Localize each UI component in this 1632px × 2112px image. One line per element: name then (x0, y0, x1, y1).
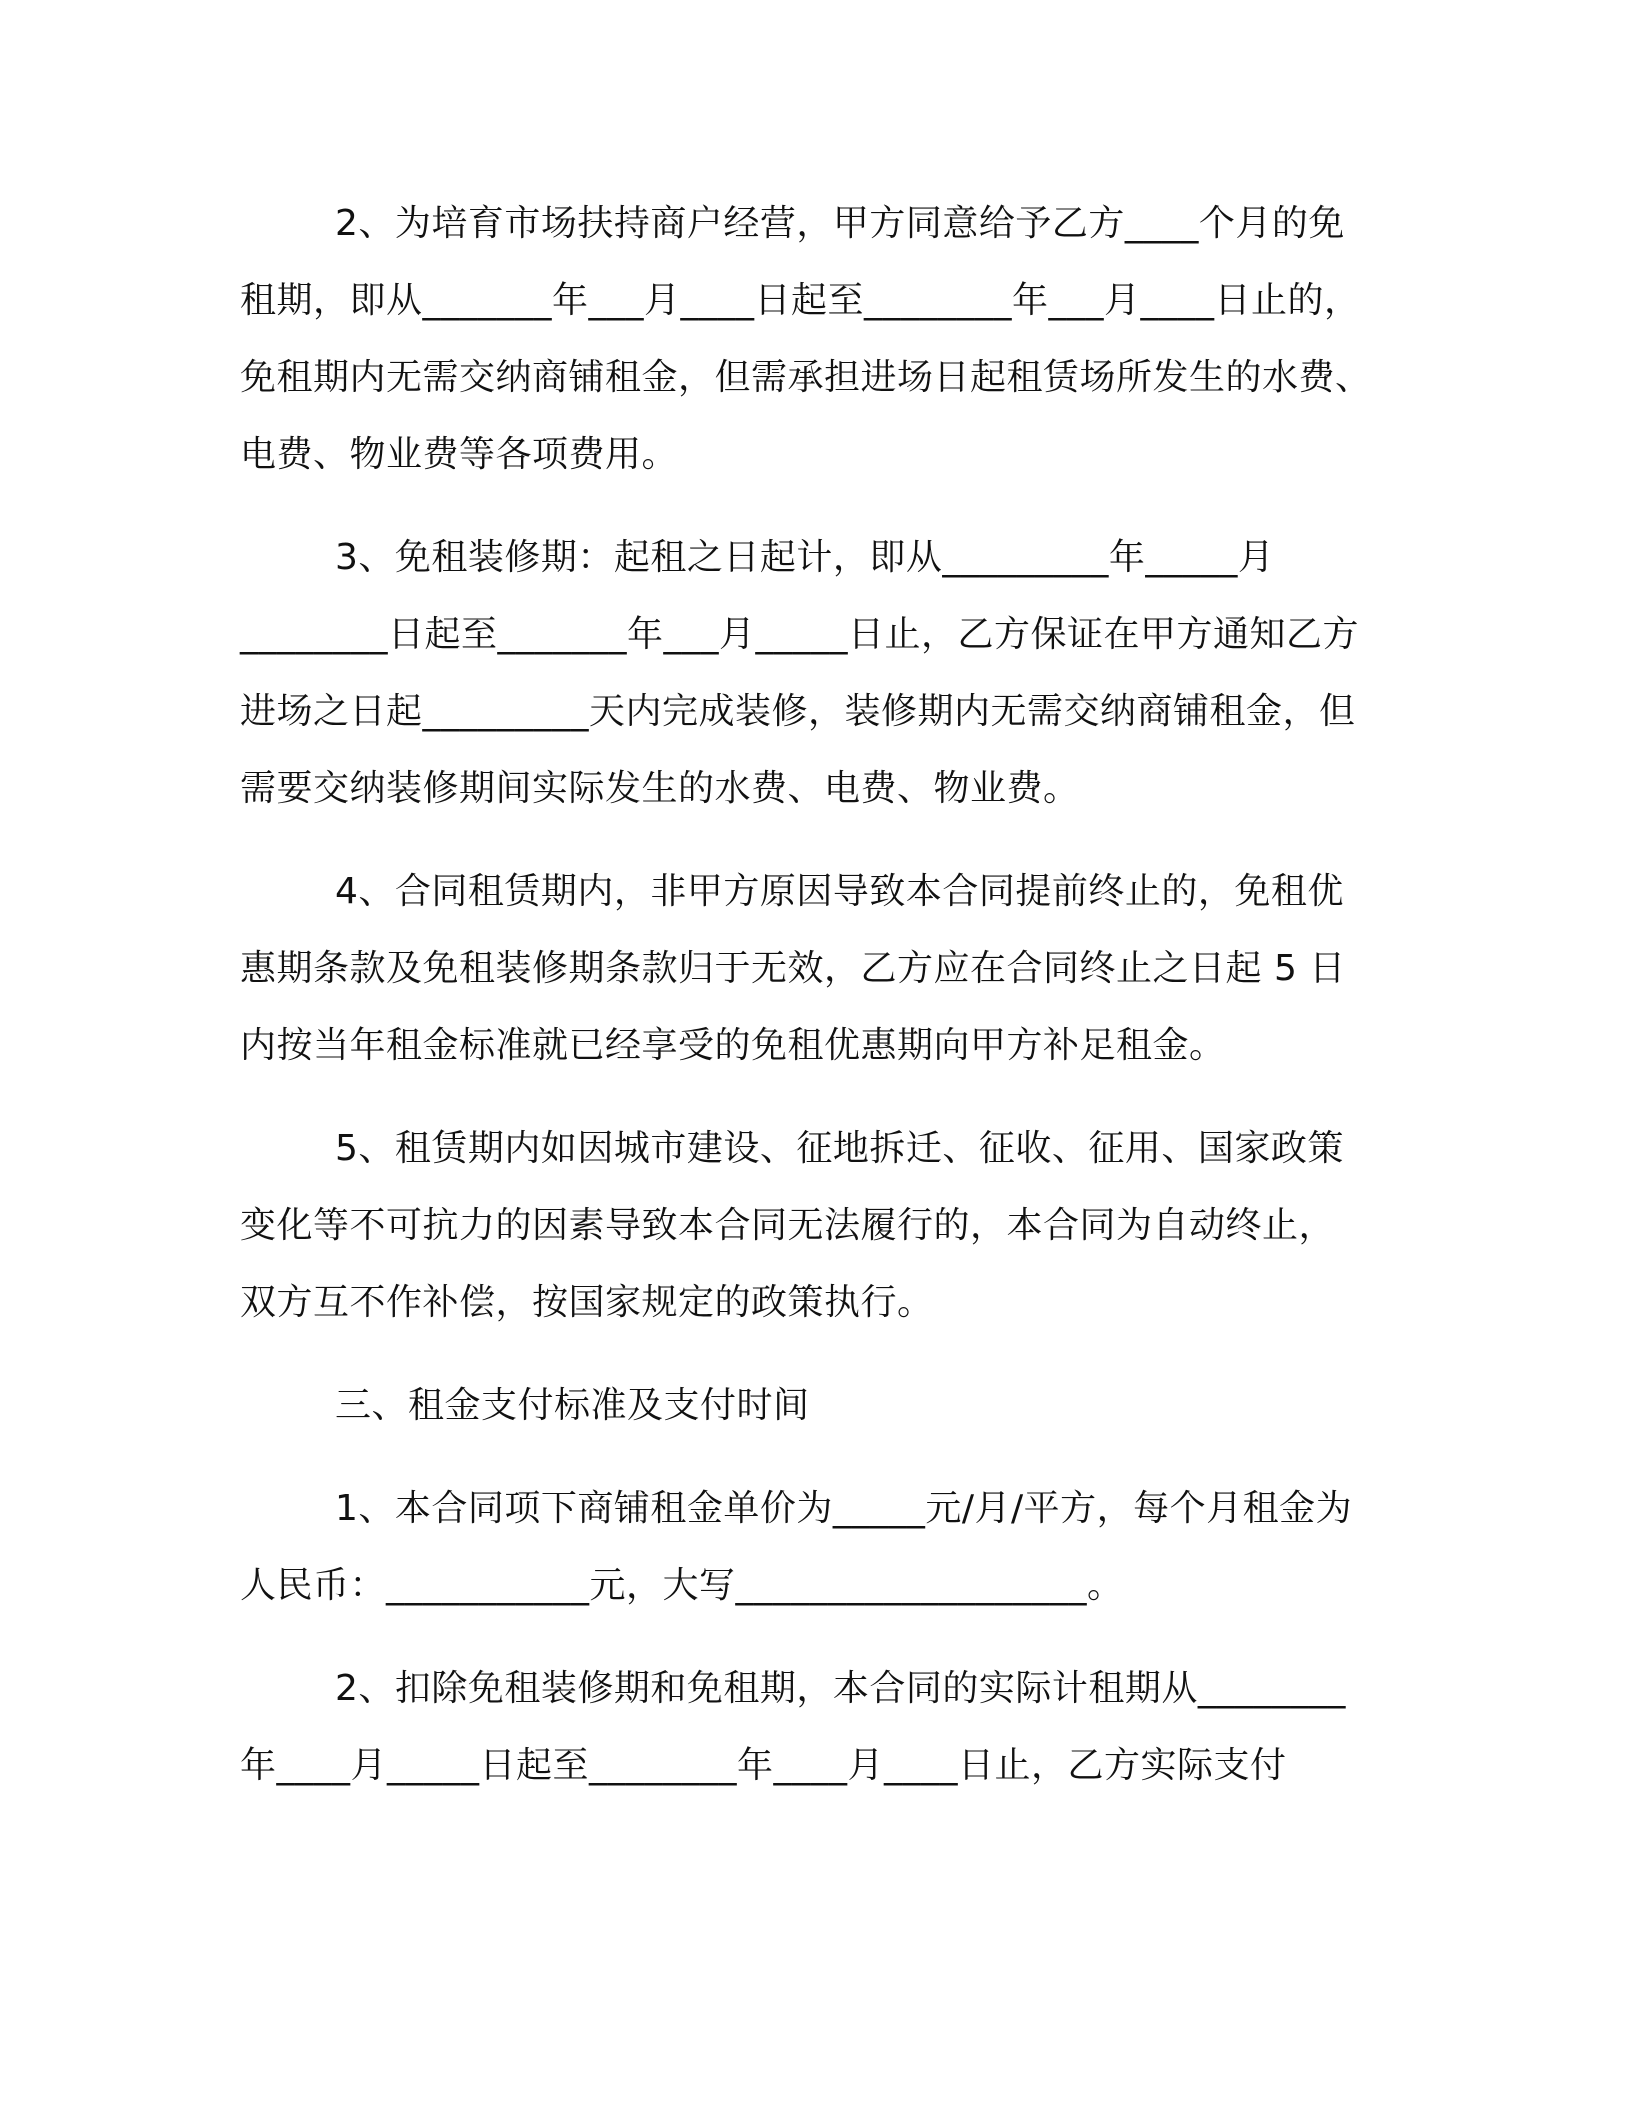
text-line: 免租期内无需交纳商铺租金，但需承担进场日起租赁场所发生的水费、 (240, 357, 1372, 398)
section-3-heading: 三、租金支付标准及支付时间 (335, 1385, 810, 1426)
text-line: 进场之日起_________天内完成装修，装修期内无需交纳商铺租金，但 (240, 691, 1356, 732)
text-line: 2、扣除免租装修期和免租期，本合同的实际计租期从________ (335, 1668, 1346, 1709)
text-line: 5、租赁期内如因城市建设、征地拆迁、征收、征用、国家政策 (335, 1128, 1344, 1169)
clause-3-paragraph (240, 519, 1400, 827)
document-body (240, 185, 1400, 1830)
clause-5-paragraph (240, 1110, 1400, 1341)
rent-period-paragraph (240, 1650, 1400, 1804)
text-line: 电费、物业费等各项费用。 (240, 434, 679, 475)
text-line: 需要交纳装修期间实际发生的水费、电费、物业费。 (240, 768, 1080, 809)
clause-2-paragraph (240, 185, 1400, 493)
text-line: 双方互不作补偿，按国家规定的政策执行。 (240, 1282, 934, 1323)
text-line: 租期，即从_______年___月____日起至________年___月____日止的， (240, 280, 1361, 321)
rent-price-paragraph (240, 1470, 1400, 1624)
text-line: 2、为培育市场扶持商户经营，甲方同意给予乙方____个月的免 (335, 203, 1345, 244)
text-line: 内按当年租金标准就已经享受的免租优惠期向甲方补足租金。 (240, 1025, 1226, 1066)
text-line: 惠期条款及免租装修期条款归于无效，乙方应在合同终止之日起 5 日 (240, 948, 1346, 989)
text-line: 变化等不可抗力的因素导致本合同无法履行的，本合同为自动终止， (240, 1205, 1336, 1246)
text-line: 4、合同租赁期内，非甲方原因导致本合同提前终止的，免租优 (335, 871, 1344, 912)
text-line: 年____月_____日起至________年____月____日止，乙方实际支付 (240, 1745, 1287, 1786)
text-line: 1、本合同项下商铺租金单价为_____元/月/平方，每个月租金为 (335, 1488, 1353, 1529)
text-line: 3、免租装修期：起租之日起计，即从_________年_____月 (335, 537, 1275, 578)
clause-4-paragraph (240, 853, 1400, 1084)
text-line: 人民币：___________元，大写___________________。 (240, 1565, 1124, 1606)
text-line: ________日起至_______年___月_____日止，乙方保证在甲方通知乙方 (240, 614, 1360, 655)
